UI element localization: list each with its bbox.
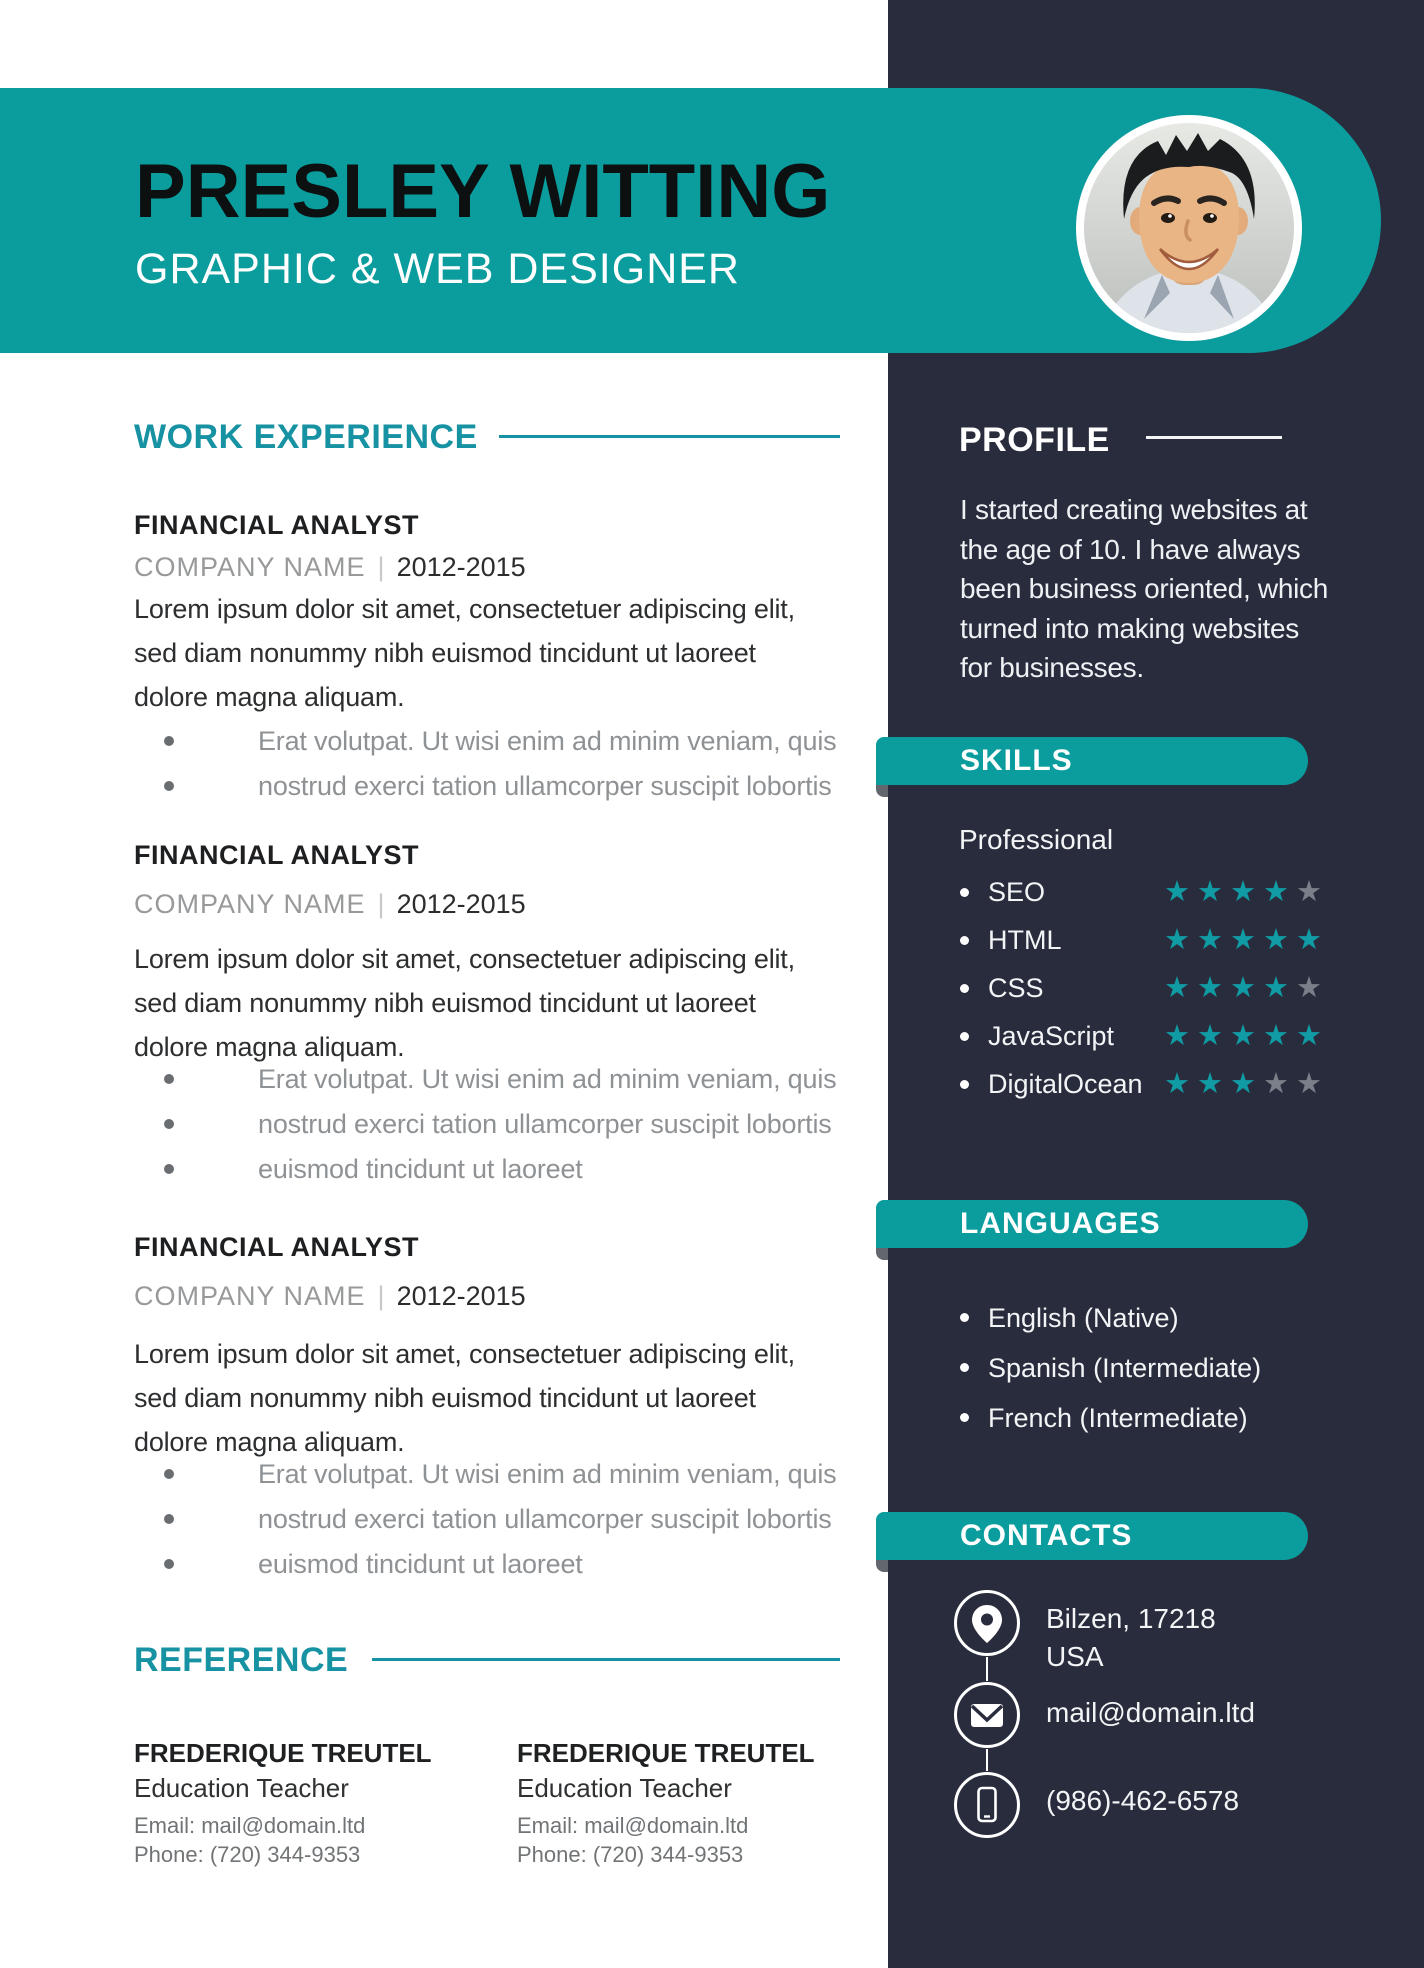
language-label: Spanish (Intermediate) bbox=[988, 1353, 1262, 1383]
star-icon: ★ bbox=[1263, 876, 1289, 908]
skill-rating bbox=[1164, 1012, 1329, 1060]
star-icon: ★ bbox=[1263, 972, 1289, 1004]
star-icon: ★ bbox=[1164, 876, 1190, 908]
summary-line: sed diam nonummy nibh euismod tincidunt ut laoreet bbox=[134, 988, 756, 1018]
job-title: FINANCIAL ANALYST bbox=[134, 1232, 420, 1262]
star-icon: ★ bbox=[1164, 1068, 1190, 1100]
skill-row bbox=[960, 868, 1335, 916]
skill-label: CSS bbox=[988, 973, 1044, 1003]
skill-row bbox=[960, 1060, 1335, 1108]
star-icon: ★ bbox=[1296, 1068, 1322, 1100]
reference-name: FREDERIQUE TREUTEL bbox=[134, 1738, 432, 1768]
job-company-line bbox=[134, 886, 526, 922]
contacts-banner-fold bbox=[876, 1560, 888, 1572]
skill-rating bbox=[1164, 868, 1329, 916]
star-icon: ★ bbox=[1197, 972, 1223, 1004]
profile-line: the age of 10. I have always bbox=[960, 533, 1301, 565]
job-bullet-list bbox=[134, 719, 836, 809]
reference-phone: Phone: (720) 344-9353 bbox=[134, 1842, 361, 1867]
skill-row bbox=[960, 964, 1335, 1012]
skills-heading: SKILLS bbox=[960, 744, 1073, 777]
bullet-dot-icon bbox=[960, 1413, 969, 1422]
profile-line: I started creating websites at bbox=[960, 494, 1308, 525]
envelope-icon bbox=[953, 1681, 1021, 1749]
divider: | bbox=[377, 1281, 385, 1311]
job-dates: 2012-2015 bbox=[396, 552, 526, 582]
star-icon: ★ bbox=[1230, 924, 1256, 956]
job-summary bbox=[134, 587, 795, 719]
star-icon: ★ bbox=[1164, 1020, 1190, 1052]
star-icon: ★ bbox=[1197, 1020, 1223, 1052]
bullet-dot-icon bbox=[960, 1032, 969, 1041]
summary-line: dolore magna aliquam. bbox=[134, 1427, 405, 1457]
star-icon: ★ bbox=[1230, 1068, 1256, 1100]
work-experience-rule bbox=[499, 435, 840, 438]
bullet-dot-icon bbox=[960, 1313, 969, 1322]
summary-line: dolore magna aliquam. bbox=[134, 1032, 405, 1062]
reference-phone: Phone: (720) 344-9353 bbox=[517, 1842, 744, 1867]
summary-line: Lorem ipsum dolor sit amet, consectetuer adipiscing elit, bbox=[134, 1339, 795, 1369]
person-name: PRESLEY WITTING bbox=[135, 149, 831, 234]
job-title: FINANCIAL ANALYST bbox=[134, 840, 420, 870]
summary-line: Lorem ipsum dolor sit amet, consectetuer adipiscing elit, bbox=[134, 944, 795, 974]
company-name: COMPANY NAME bbox=[134, 552, 366, 582]
language-row bbox=[960, 1346, 1335, 1390]
reference-email: Email: mail@domain.ltd bbox=[134, 1813, 366, 1838]
star-icon: ★ bbox=[1197, 924, 1223, 956]
reference-name: FREDERIQUE TREUTEL bbox=[517, 1738, 815, 1768]
star-icon: ★ bbox=[1296, 972, 1322, 1004]
contact-phone bbox=[1046, 1782, 1239, 1820]
bullet-dot-icon bbox=[960, 936, 969, 945]
languages-heading: LANGUAGES bbox=[960, 1207, 1161, 1240]
bullet-dot-icon bbox=[960, 984, 969, 993]
reference-heading: REFERENCE bbox=[134, 1641, 349, 1679]
job-bullet: Erat volutpat. Ut wisi enim ad minim veniam, quis bbox=[134, 719, 836, 764]
contact-line: USA bbox=[1046, 1641, 1104, 1672]
profile-heading: PROFILE bbox=[959, 421, 1110, 459]
job-title: FINANCIAL ANALYST bbox=[134, 510, 420, 540]
language-row bbox=[960, 1296, 1335, 1340]
star-icon: ★ bbox=[1197, 876, 1223, 908]
headshot-photo bbox=[1084, 123, 1294, 333]
contacts-heading: CONTACTS bbox=[960, 1519, 1133, 1552]
languages-banner bbox=[876, 1200, 1308, 1248]
person-job-title: GRAPHIC & WEB DESIGNER bbox=[135, 245, 740, 293]
skill-label: DigitalOcean bbox=[988, 1069, 1143, 1099]
profile-line: for businesses. bbox=[960, 652, 1144, 684]
language-label: English (Native) bbox=[988, 1303, 1179, 1333]
star-icon: ★ bbox=[1296, 1020, 1322, 1052]
reference-email: Email: mail@domain.ltd bbox=[517, 1813, 749, 1838]
job-company-line bbox=[134, 1278, 526, 1314]
company-name: COMPANY NAME bbox=[134, 1281, 366, 1311]
summary-line: sed diam nonummy nibh euismod tincidunt ut laoreet bbox=[134, 638, 756, 668]
job-bullet-list bbox=[134, 1452, 836, 1587]
reference-rule bbox=[372, 1658, 840, 1661]
star-icon: ★ bbox=[1263, 1020, 1289, 1052]
avatar bbox=[1076, 115, 1302, 341]
contact-connector-line bbox=[986, 1749, 988, 1771]
divider: | bbox=[377, 889, 385, 919]
job-bullet-list bbox=[134, 1057, 836, 1192]
language-row bbox=[960, 1396, 1335, 1440]
job-bullet: Erat volutpat. Ut wisi enim ad minim veniam, quis bbox=[134, 1057, 836, 1102]
job-bullet: euismod tincidunt ut laoreet bbox=[134, 1542, 836, 1587]
star-icon: ★ bbox=[1263, 924, 1289, 956]
star-icon: ★ bbox=[1296, 924, 1322, 956]
skill-label: HTML bbox=[988, 925, 1062, 955]
job-dates: 2012-2015 bbox=[396, 1281, 526, 1311]
company-name: COMPANY NAME bbox=[134, 889, 366, 919]
contact-line: Bilzen, 17218 bbox=[1046, 1603, 1216, 1634]
job-bullet: nostrud exerci tation ullamcorper suscipit lobortis bbox=[134, 1497, 836, 1542]
job-bullet: nostrud exerci tation ullamcorper suscipit lobortis bbox=[134, 764, 836, 809]
job-summary bbox=[134, 937, 795, 1069]
bullet-dot-icon bbox=[960, 1363, 969, 1372]
reference-entry bbox=[517, 1736, 815, 1869]
contact-address bbox=[1046, 1600, 1216, 1676]
job-bullet: nostrud exerci tation ullamcorper suscipit lobortis bbox=[134, 1102, 836, 1147]
reference-role: Education Teacher bbox=[134, 1773, 349, 1803]
skill-rating bbox=[1164, 1060, 1329, 1108]
skill-row bbox=[960, 916, 1335, 964]
work-experience-heading: WORK EXPERIENCE bbox=[134, 418, 478, 456]
divider: | bbox=[377, 552, 385, 582]
skill-rating bbox=[1164, 916, 1329, 964]
job-summary bbox=[134, 1332, 795, 1464]
summary-line: sed diam nonummy nibh euismod tincidunt ut laoreet bbox=[134, 1383, 756, 1413]
reference-role: Education Teacher bbox=[517, 1773, 732, 1803]
skill-row bbox=[960, 1012, 1335, 1060]
profile-rule bbox=[1146, 436, 1282, 439]
profile-line: been business oriented, which bbox=[960, 573, 1328, 605]
job-bullet: Erat volutpat. Ut wisi enim ad minim veniam, quis bbox=[134, 1452, 836, 1497]
star-icon: ★ bbox=[1197, 1068, 1223, 1100]
profile-text bbox=[960, 490, 1328, 688]
contact-line: (986)-462-6578 bbox=[1046, 1785, 1240, 1816]
star-icon: ★ bbox=[1296, 876, 1322, 908]
job-bullet: euismod tincidunt ut laoreet bbox=[134, 1147, 836, 1192]
contact-icon-circle bbox=[953, 1589, 1021, 1657]
contact-connector-line bbox=[986, 1657, 988, 1681]
job-company-line bbox=[134, 549, 526, 585]
languages-banner-fold bbox=[876, 1248, 888, 1260]
reference-entry bbox=[134, 1736, 432, 1869]
bullet-dot-icon bbox=[960, 1080, 969, 1089]
star-icon: ★ bbox=[1230, 876, 1256, 908]
profile-line: turned into making websites bbox=[960, 612, 1299, 644]
star-icon: ★ bbox=[1230, 1020, 1256, 1052]
language-label: French (Intermediate) bbox=[988, 1403, 1248, 1433]
star-icon: ★ bbox=[1263, 1068, 1289, 1100]
contact-icon-circle bbox=[953, 1771, 1021, 1839]
skills-banner bbox=[876, 737, 1308, 785]
skill-rating bbox=[1164, 964, 1329, 1012]
contact-email bbox=[1046, 1694, 1255, 1732]
star-icon: ★ bbox=[1230, 972, 1256, 1004]
skill-label: SEO bbox=[988, 877, 1046, 907]
contacts-banner bbox=[876, 1512, 1308, 1560]
contact-icon-circle bbox=[953, 1681, 1021, 1749]
bullet-dot-icon bbox=[960, 888, 969, 897]
skills-group-label: Professional bbox=[959, 824, 1114, 855]
location-pin-icon bbox=[953, 1589, 1021, 1657]
skill-label: JavaScript bbox=[988, 1021, 1115, 1051]
summary-line: dolore magna aliquam. bbox=[134, 682, 405, 712]
star-icon: ★ bbox=[1164, 972, 1190, 1004]
job-dates: 2012-2015 bbox=[396, 889, 526, 919]
skills-banner-fold bbox=[876, 785, 888, 797]
star-icon: ★ bbox=[1164, 924, 1190, 956]
smartphone-icon bbox=[953, 1771, 1021, 1839]
summary-line: Lorem ipsum dolor sit amet, consectetuer adipiscing elit, bbox=[134, 594, 795, 624]
contact-line: mail@domain.ltd bbox=[1046, 1697, 1255, 1728]
